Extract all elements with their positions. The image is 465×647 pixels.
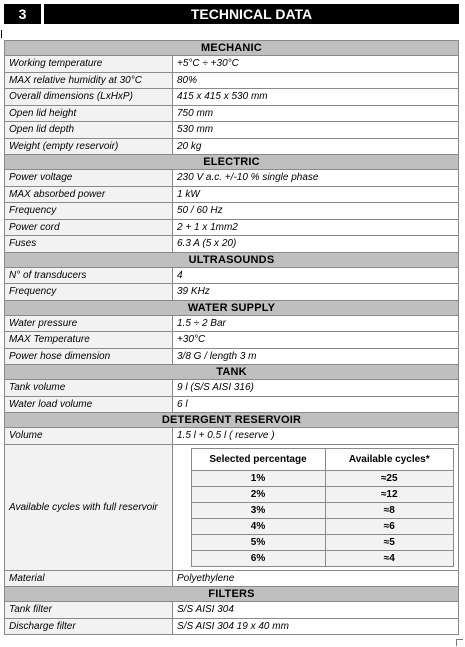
row-value: 2 + 1 x 1mm2 (173, 219, 459, 236)
row-label: Open lid depth (5, 122, 173, 139)
row-value: 39 KHz (173, 284, 459, 301)
row-value: 530 mm (173, 122, 459, 139)
cycles-percentage: 3% (191, 502, 325, 518)
cycles-header-percentage: Selected percentage (191, 448, 325, 470)
table-row (5, 138, 459, 155)
row-value: 230 V a.c. +/-10 % single phase (173, 170, 459, 187)
row-value: 1.5 l + 0.5 l ( reserve ) (173, 428, 459, 445)
row-value: 3/8 G / length 3 m (173, 348, 459, 365)
section-title-mechanic: MECHANIC (5, 41, 459, 56)
cycles-header-available: Available cycles* (325, 448, 454, 470)
cycles-percentage: 5% (191, 534, 325, 550)
section-title-detergent-reservoir: DETERGENT RESERVOIR (5, 413, 459, 428)
cycles-count: ≈12 (325, 486, 454, 502)
row-label: Overall dimensions (LxHxP) (5, 89, 173, 106)
row-value: 20 kg (173, 138, 459, 155)
row-value: 750 mm (173, 105, 459, 122)
cycles-percentage: 6% (191, 550, 325, 566)
row-label: N° of transducers (5, 267, 173, 284)
cycles-count: ≈6 (325, 518, 454, 534)
section-row-filters (5, 587, 459, 602)
cycles-percentage: 1% (191, 470, 325, 486)
cycles-count: ≈4 (325, 550, 454, 566)
table-row (5, 72, 459, 89)
cycles-row-item (177, 502, 454, 518)
row-value: Polyethylene (173, 570, 459, 587)
row-value: 6 l (173, 396, 459, 413)
section-title-electric: ELECTRIC (5, 155, 459, 170)
row-value: 4 (173, 267, 459, 284)
section-row-ultrasounds (5, 252, 459, 267)
cycles-spacer (177, 470, 191, 486)
section-title-filters: FILTERS (5, 587, 459, 602)
section-row-tank (5, 365, 459, 380)
table-row (5, 267, 459, 284)
cycles-count: ≈25 (325, 470, 454, 486)
row-label: Power cord (5, 219, 173, 236)
row-label: Working temperature (5, 56, 173, 73)
section-row-mechanic (5, 41, 459, 56)
row-label: Fuses (5, 236, 173, 253)
section-title-water-supply: WATER SUPPLY (5, 300, 459, 315)
table-row (5, 348, 459, 365)
cycles-percentage: 4% (191, 518, 325, 534)
table-row (5, 203, 459, 220)
row-value: 50 / 60 Hz (173, 203, 459, 220)
table-row (5, 380, 459, 397)
table-row (5, 332, 459, 349)
section-title-tank: TANK (5, 365, 459, 380)
row-value: 1 kW (173, 186, 459, 203)
row-value: 6.3 A (5 x 20) (173, 236, 459, 253)
row-value: 9 l (S/S AISI 316) (173, 380, 459, 397)
cycles-percentage: 2% (191, 486, 325, 502)
corner-mark (456, 639, 463, 646)
cycles-row (5, 444, 459, 570)
cycles-spacer (177, 534, 191, 550)
section-header (4, 4, 459, 24)
section-title-ultrasounds: ULTRASOUNDS (5, 252, 459, 267)
row-label: Water pressure (5, 315, 173, 332)
row-value: S/S AISI 304 19 x 40 mm (173, 618, 459, 635)
section-row-detergent-reservoir (5, 413, 459, 428)
table-row (5, 570, 459, 587)
cycles-row-item (177, 534, 454, 550)
cycles-spacer (177, 518, 191, 534)
row-label: MAX absorbed power (5, 186, 173, 203)
cycles-table (177, 448, 454, 567)
cycles-spacer (177, 448, 191, 470)
section-row-water-supply (5, 300, 459, 315)
row-value: 1.5 ÷ 2 Bar (173, 315, 459, 332)
row-label: Weight (empty reservoir) (5, 138, 173, 155)
table-row (5, 315, 459, 332)
row-label: Frequency (5, 284, 173, 301)
cycles-label: Available cycles with full reservoir (5, 444, 173, 570)
section-row-electric (5, 155, 459, 170)
row-label: Power voltage (5, 170, 173, 187)
row-value: 80% (173, 72, 459, 89)
row-label: Volume (5, 428, 173, 445)
row-value: S/S AISI 304 (173, 602, 459, 619)
cycles-row-item (177, 470, 454, 486)
table-row (5, 284, 459, 301)
cycles-row-item (177, 518, 454, 534)
cycles-spacer (177, 550, 191, 566)
cycles-spacer (177, 486, 191, 502)
cycles-cell (173, 444, 459, 570)
cycles-header-row (177, 448, 454, 470)
row-value: +30°C (173, 332, 459, 349)
row-label: Material (5, 570, 173, 587)
table-row (5, 219, 459, 236)
row-label: Open lid height (5, 105, 173, 122)
row-label: MAX relative humidity at 30°C (5, 72, 173, 89)
table-row (5, 105, 459, 122)
row-value: +5°C ÷ +30°C (173, 56, 459, 73)
row-value: 415 x 415 x 530 mm (173, 89, 459, 106)
table-row (5, 396, 459, 413)
row-label: MAX Temperature (5, 332, 173, 349)
cycles-row-item (177, 550, 454, 566)
section-title: TECHNICAL DATA (44, 4, 459, 24)
table-row (5, 56, 459, 73)
table-row (5, 122, 459, 139)
row-label: Water load volume (5, 396, 173, 413)
table-row (5, 89, 459, 106)
technical-data-table (4, 40, 459, 635)
row-label: Discharge filter (5, 618, 173, 635)
cycles-spacer (177, 502, 191, 518)
table-row (5, 618, 459, 635)
table-row (5, 428, 459, 445)
table-row (5, 170, 459, 187)
row-label: Power hose dimension (5, 348, 173, 365)
cycles-row-item (177, 486, 454, 502)
row-label: Tank filter (5, 602, 173, 619)
row-label: Frequency (5, 203, 173, 220)
cycles-count: ≈8 (325, 502, 454, 518)
cycles-count: ≈5 (325, 534, 454, 550)
section-number: 3 (4, 4, 41, 24)
text-cursor (1, 30, 2, 38)
table-row (5, 602, 459, 619)
table-row (5, 236, 459, 253)
table-row (5, 186, 459, 203)
row-label: Tank volume (5, 380, 173, 397)
